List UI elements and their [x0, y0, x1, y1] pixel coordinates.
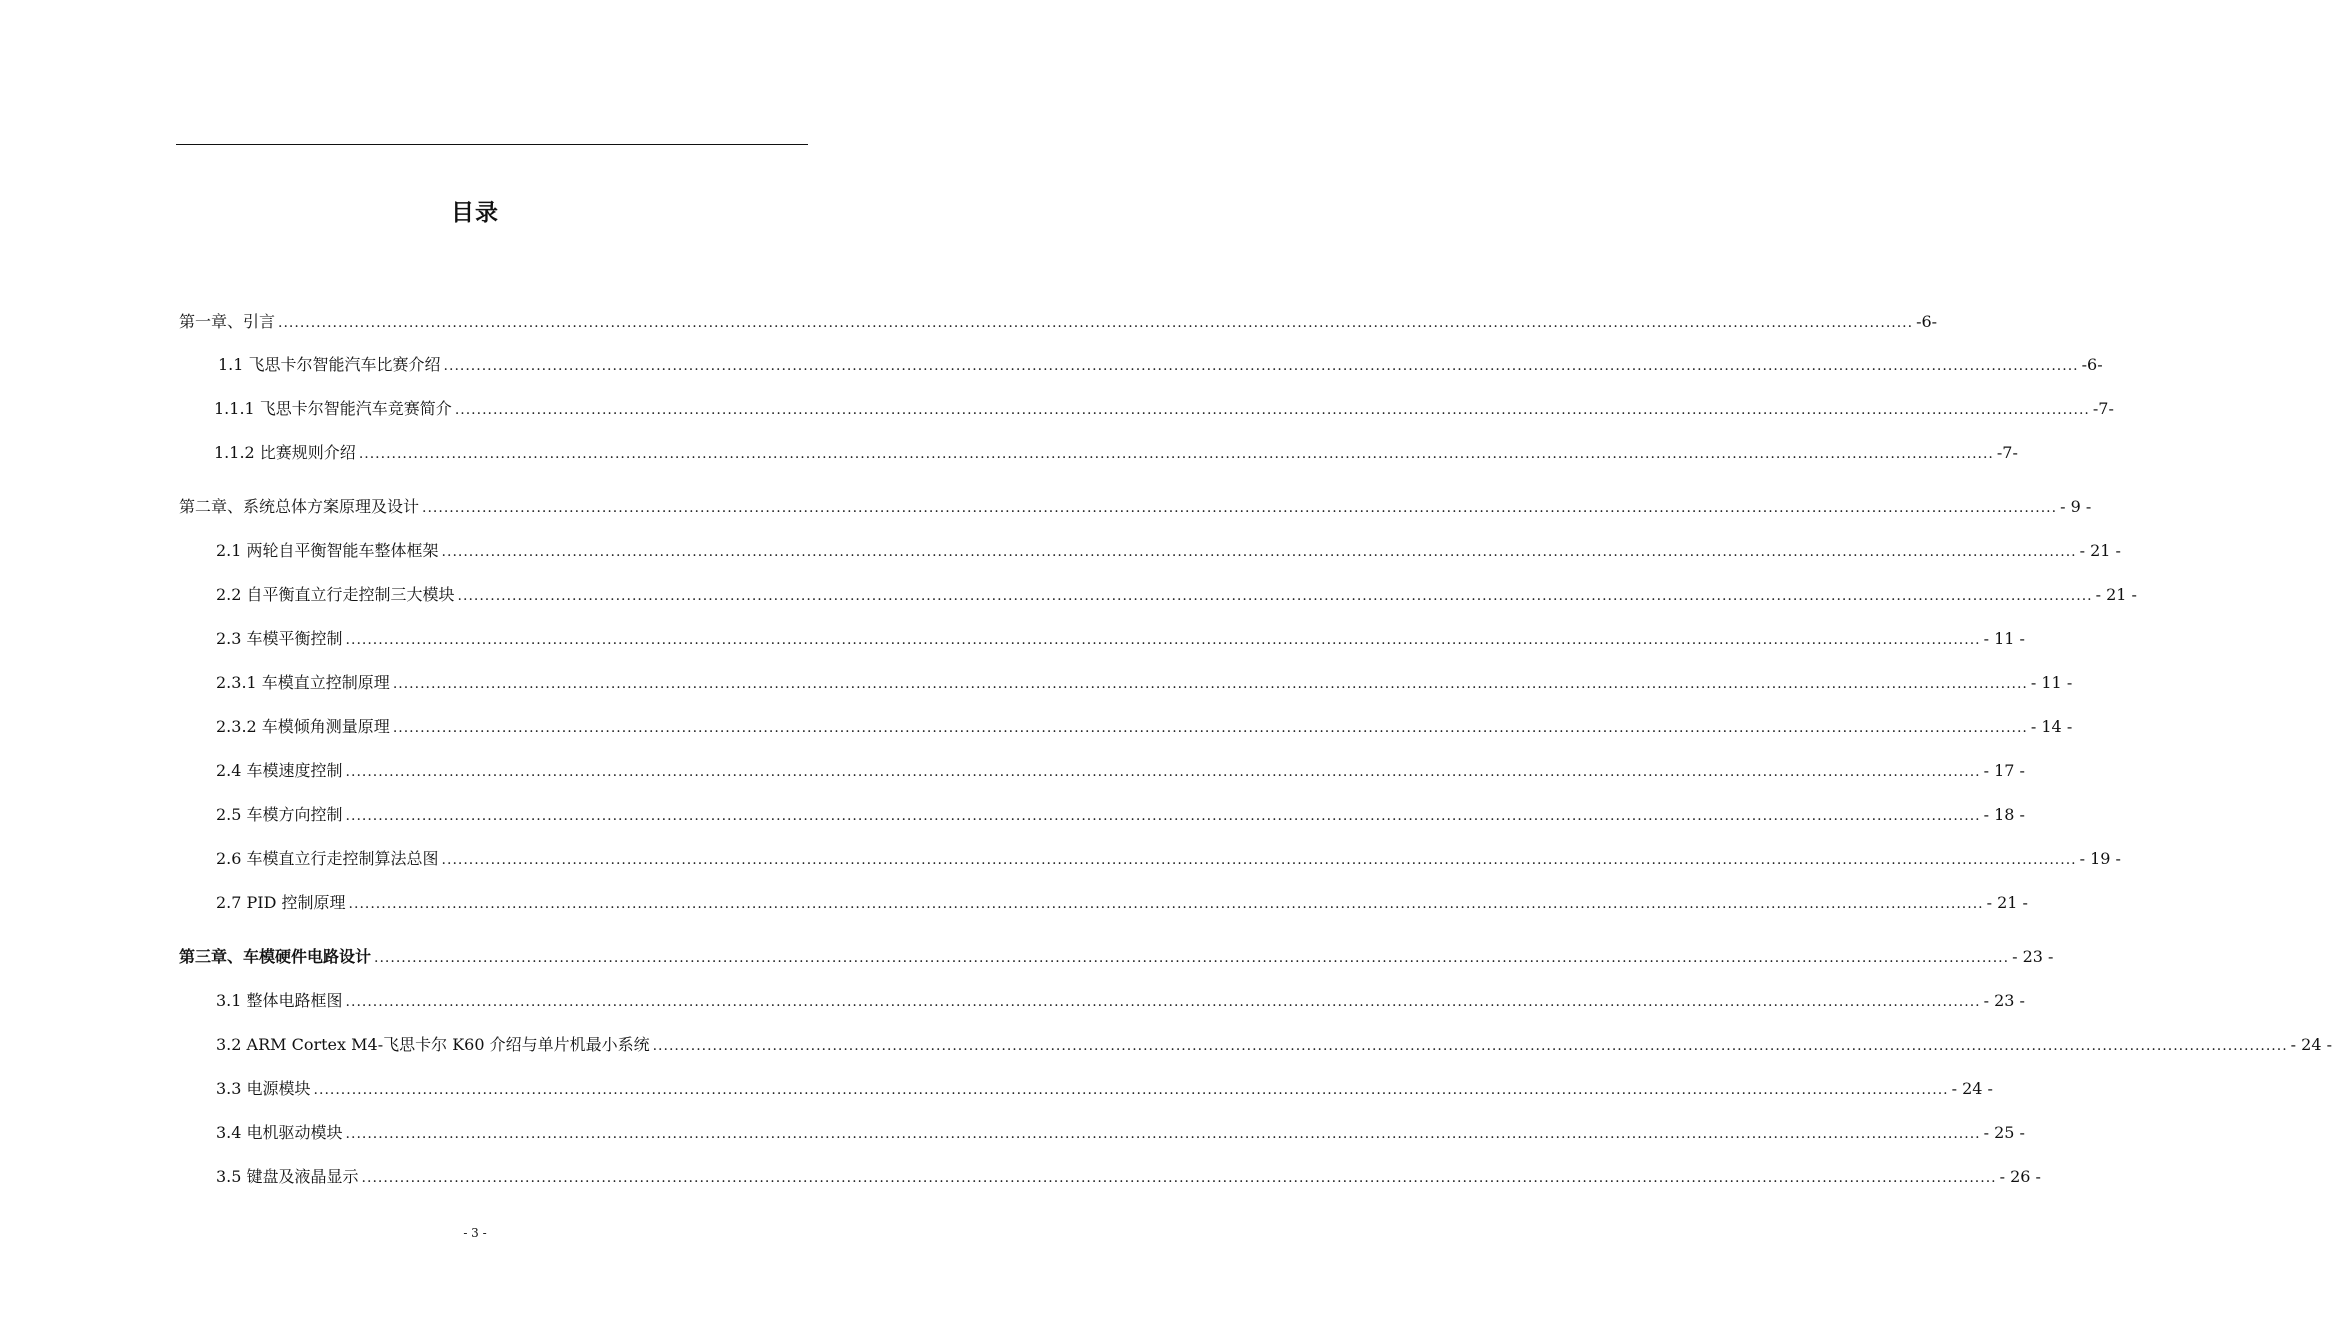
toc-entry-page: - 26 -: [1999, 1167, 2041, 1186]
toc-entry-page: - 18 -: [1983, 805, 2025, 824]
toc-entry-page: - 11 -: [2030, 673, 2073, 692]
toc-leader-dots: ............................................................................................................................................................................................................................................................................................................: [358, 446, 1994, 462]
toc-entry[interactable]: [179, 494, 2092, 520]
toc-entry-label: 第三章、车模硬件电路设计: [179, 947, 372, 966]
toc-entry[interactable]: [216, 582, 2137, 608]
toc-entry-page: - 19 -: [2079, 849, 2121, 868]
toc-entry-page: - 24 -: [2290, 1035, 2332, 1054]
toc-leader-dots: ............................................................................................................................................................................................................................................................................................................: [441, 544, 2077, 560]
toc-entry[interactable]: [179, 309, 1938, 335]
page-title: 目录: [451, 200, 499, 226]
toc-entry-page: -6-: [1916, 312, 1938, 331]
toc-entry-page: - 11 -: [1983, 629, 2025, 648]
toc-entry[interactable]: [216, 538, 2121, 564]
toc-entry-page: - 24 -: [1951, 1079, 1993, 1098]
toc-leader-dots: ............................................................................................................................................................................................................................................................................................................: [348, 896, 1984, 912]
toc-leader-dots: ............................................................................................................................................................................................................................................................................................................: [361, 1170, 1997, 1186]
toc-entry-page: - 23 -: [2012, 947, 2054, 966]
page-number: - 3 -: [463, 1226, 487, 1240]
toc-entry[interactable]: [216, 1032, 2332, 1058]
toc-entry-label: 第一章、引言: [179, 312, 276, 331]
toc-entry[interactable]: [216, 988, 2025, 1014]
toc-entry-label: 3.2 ARM Cortex M4-飞思卡尔 K60 介绍与单片机最小系统: [216, 1035, 650, 1054]
toc-entry[interactable]: [214, 396, 2114, 422]
toc-entry-page: - 21 -: [1986, 893, 2028, 912]
toc-entry-label: 1.1 飞思卡尔智能汽车比赛介绍: [218, 355, 441, 374]
toc-entry-label: 2.6 车模直立行走控制算法总图: [216, 849, 439, 868]
toc-leader-dots: ............................................................................................................................................................................................................................................................................................................: [345, 1126, 1981, 1142]
toc-leader-dots: ............................................................................................................................................................................................................................................................................................................: [454, 402, 2090, 418]
toc-entry[interactable]: [216, 802, 2025, 828]
toc-leader-dots: ............................................................................................................................................................................................................................................................................................................: [392, 720, 2028, 736]
toc-entry-label: 1.1.1 飞思卡尔智能汽车竞赛简介: [214, 399, 452, 418]
toc-leader-dots: ............................................................................................................................................................................................................................................................................................................: [441, 852, 2077, 868]
toc-entry-label: 3.5 键盘及液晶显示: [216, 1167, 359, 1186]
toc-entry-page: -7-: [1996, 443, 2018, 462]
toc-entry[interactable]: [218, 352, 2103, 378]
toc-entry[interactable]: [216, 714, 2073, 740]
toc-leader-dots: ............................................................................................................................................................................................................................................................................................................: [345, 632, 1981, 648]
toc-leader-dots: ............................................................................................................................................................................................................................................................................................................: [422, 500, 2058, 516]
toc-leader-dots: ............................................................................................................................................................................................................................................................................................................: [345, 994, 1981, 1010]
toc-entry-label: 2.7 PID 控制原理: [216, 893, 346, 912]
toc-leader-dots: ............................................................................................................................................................................................................................................................................................................: [345, 764, 1981, 780]
toc-entry-label: 2.3 车模平衡控制: [216, 629, 343, 648]
toc-leader-dots: ............................................................................................................................................................................................................................................................................................................: [443, 358, 2079, 374]
toc-leader-dots: ............................................................................................................................................................................................................................................................................................................: [392, 676, 2028, 692]
toc-entry-page: - 23 -: [1983, 991, 2025, 1010]
toc-entry-label: 2.2 自平衡直立行走控制三大模块: [216, 585, 455, 604]
toc-entry-label: 3.1 整体电路框图: [216, 991, 343, 1010]
toc-entry-label: 3.4 电机驱动模块: [216, 1123, 343, 1142]
toc-entry-page: - 9 -: [2060, 497, 2092, 516]
toc-entry-page: - 25 -: [1983, 1123, 2025, 1142]
toc-entry-label: 2.5 车模方向控制: [216, 805, 343, 824]
toc-leader-dots: ............................................................................................................................................................................................................................................................................................................: [345, 808, 1981, 824]
toc-entry[interactable]: [216, 758, 2025, 784]
toc-entry[interactable]: [216, 1120, 2025, 1146]
toc-entry[interactable]: [179, 944, 2054, 970]
toc-entry-label: 2.3.1 车模直立控制原理: [216, 673, 390, 692]
toc-leader-dots: ............................................................................................................................................................................................................................................................................................................: [278, 315, 1914, 331]
toc-leader-dots: ............................................................................................................................................................................................................................................................................................................: [652, 1038, 2288, 1054]
toc-entry-page: - 14 -: [2030, 717, 2073, 736]
toc-leader-dots: ............................................................................................................................................................................................................................................................................................................: [457, 588, 2093, 604]
toc-entry[interactable]: [216, 1164, 2041, 1190]
toc-entry-page: - 21 -: [2095, 585, 2137, 604]
toc-entry[interactable]: [216, 890, 2028, 916]
toc-entry-label: 2.4 车模速度控制: [216, 761, 343, 780]
toc-entry-page: - 17 -: [1983, 761, 2025, 780]
toc-entry[interactable]: [216, 626, 2025, 652]
toc-entry[interactable]: [216, 670, 2073, 696]
toc-entry-page: -7-: [2092, 399, 2114, 418]
toc-entry-page: -6-: [2081, 355, 2103, 374]
toc-leader-dots: ............................................................................................................................................................................................................................................................................................................: [374, 950, 2010, 966]
toc-leader-dots: ............................................................................................................................................................................................................................................................................................................: [313, 1082, 1949, 1098]
toc-entry-label: 3.3 电源模块: [216, 1079, 311, 1098]
toc-entry-label: 2.3.2 车模倾角测量原理: [216, 717, 390, 736]
toc-entry[interactable]: [216, 1076, 1993, 1102]
toc-entry-label: 第二章、系统总体方案原理及设计: [179, 497, 420, 516]
toc-entry[interactable]: [214, 440, 2018, 466]
toc-entry-page: - 21 -: [2079, 541, 2121, 560]
toc-entry[interactable]: [216, 846, 2121, 872]
toc-entry-label: 2.1 两轮自平衡智能车整体框架: [216, 541, 439, 560]
toc-entry-label: 1.1.2 比赛规则介绍: [214, 443, 356, 462]
